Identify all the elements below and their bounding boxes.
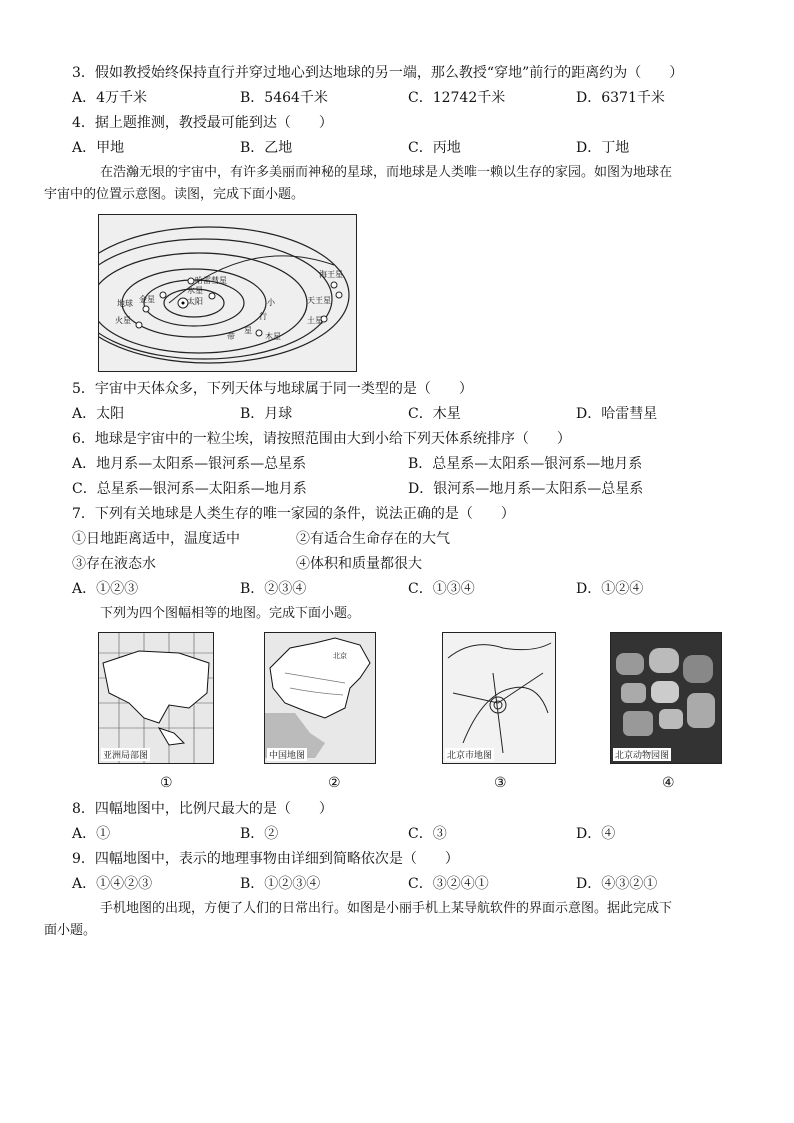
q5-option-b: B．月球 [240,406,293,422]
map1-caption: 亚洲局部图 [101,748,150,761]
asia-map-drawing [99,633,213,763]
neptune-label: 海王星 [319,270,343,279]
intro1-line2: 宇宙中的位置示意图。读图，完成下面小题。 [44,187,305,202]
asia-map [98,632,214,764]
q6-option-c: C．总星系—银河系—太阳系—地月系 [72,481,307,497]
intro3-line1: 手机地图的出现，方便了人们的日常出行。如图是小丽手机上某导航软件的界面示意图。据此完成下 [100,901,673,916]
four-maps-figure [98,632,722,766]
q4-option-d: D．丁地 [576,140,630,156]
q6-option-a: A．地月系—太阳系—银河系—总星系 [72,456,307,472]
q3-option-b: B．5464千米 [240,90,328,106]
asteroid-belt-label-3: 星 [244,326,252,335]
q9-option-d: D．④③②① [576,876,658,892]
q7-statement-3: ③存在液态水 [72,556,156,572]
intro1-line1: 在浩瀚无垠的宇宙中，有许多美丽而神秘的星球，而地球是人类唯一赖以生存的家园。如图为地球在 [100,165,673,180]
map3-caption: 北京市地图 [445,748,494,761]
mercury-label: 水星 [187,286,203,295]
intro3-line2: 面小题。 [44,923,97,938]
beijing-marker: 北京 [333,652,347,660]
q5-option-d: D．哈雷彗星 [576,406,658,422]
q7-option-d: D．①②④ [576,581,644,597]
q6-option-d: D．银河系—地月系—太阳系—总星系 [408,481,644,497]
solar-system-diagram [99,215,356,371]
intro-paragraph-1 [44,162,722,206]
beijing-zoo-map-drawing [611,633,721,763]
q7-statement-4: ④体积和质量都很大 [296,556,422,572]
q3-option-c: C．12742千米 [408,90,506,106]
asteroid-belt-label-2: 行 [259,312,267,321]
q9-option-b: B．①②③④ [240,876,321,892]
saturn-label: 土星 [307,316,323,325]
beijing-city-map-drawing [443,633,555,763]
q8-option-d: D．④ [576,826,616,842]
solar-system-figure [98,214,357,372]
q6-stem: 6．地球是宇宙中的一粒尘埃，请按照范围由大到小给下列天体系统排序（ ） [72,431,571,447]
q7-statement-1: ①日地距离适中，温度适中 [72,531,240,547]
q4-stem: 4．据上题推测，教授最可能到达（ ） [72,115,333,131]
q7-option-c: C．①③④ [408,581,475,597]
comet-label: 哈雷彗星 [195,276,227,285]
q9-option-c: C．③②④① [408,876,489,892]
china-map-drawing [265,633,375,763]
q3-option-d: D．6371千米 [576,90,665,106]
q8-option-a: A．① [72,826,111,842]
q4-option-b: B．乙地 [240,140,293,156]
q5-option-a: A．太阳 [72,406,125,422]
q8-option-c: C．③ [408,826,447,842]
q8-option-b: B．② [240,826,279,842]
q7-option-b: B．②③④ [240,581,307,597]
map4-caption: 北京动物园图 [613,748,671,761]
venus-label: 金星 [139,295,155,304]
earth-label: 地球 [117,299,133,308]
q3-option-a: A．4万千米 [72,90,148,106]
q7-option-a: A．①②③ [72,581,139,597]
q7-statement-2: ②有适合生命存在的大气 [296,531,450,547]
map3-number: ③ [494,775,507,791]
q3-stem: 3．假如教授始终保持直行并穿过地心到达地球的另一端，那么教授“穿地”前行的距离约为（ ） [72,65,684,81]
map4-number: ④ [662,775,675,791]
beijing-zoo-map [610,632,722,764]
map1-number: ① [160,775,173,791]
q9-option-a: A．①④②③ [72,876,153,892]
q4-option-c: C．丙地 [408,140,461,156]
uranus-label: 天王星 [307,296,331,305]
q7-stem: 7．下列有关地球是人类生存的唯一家园的条件，说法正确的是（ ） [72,506,515,522]
map2-caption: 中国地图 [267,748,307,761]
asteroid-belt-label-4: 带 [227,332,235,341]
intro-paragraph-3 [44,898,722,942]
q6-option-b: B．总星系—太阳系—银河系—地月系 [408,456,643,472]
sun-label: 太阳 [187,297,203,306]
q9-stem: 9．四幅地图中，表示的地理事物由详细到简略依次是（ ） [72,851,459,867]
q4-option-a: A．甲地 [72,140,125,156]
mars-label: 火星 [115,316,131,325]
q5-option-c: C．木星 [408,406,461,422]
q5-stem: 5．宇宙中天体众多，下列天体与地球属于同一类型的是（ ） [72,381,473,397]
intro-paragraph-2: 下列为四个图幅相等的地图。完成下面小题。 [100,606,361,621]
beijing-city-map [442,632,556,764]
q8-stem: 8．四幅地图中，比例尺最大的是（ ） [72,801,333,817]
asteroid-belt-label-1: 小 [267,298,275,307]
china-map [264,632,376,764]
jupiter-label: 木星 [265,332,281,341]
map2-number: ② [328,775,341,791]
